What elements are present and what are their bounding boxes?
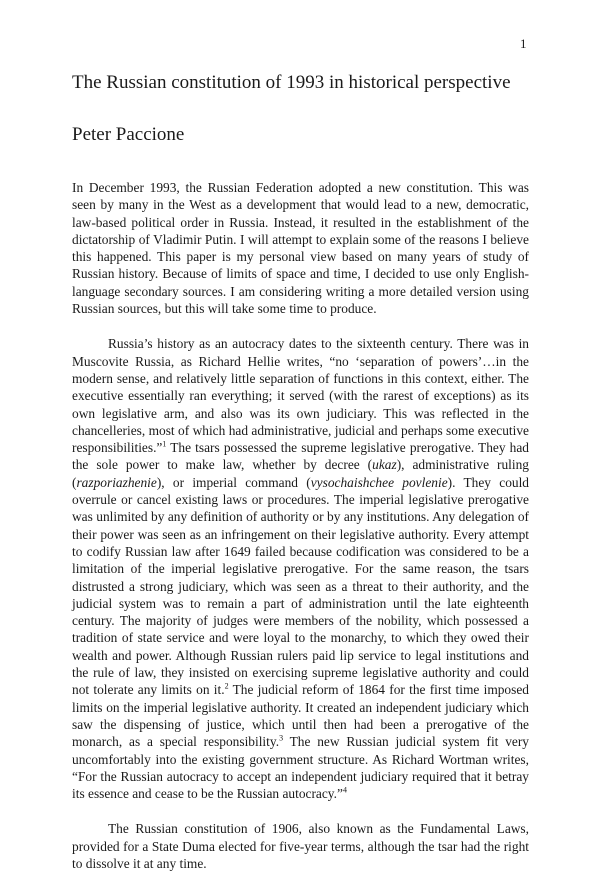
text-run: In December 1993, the Russian Federation adopted a new constitution. This was seen by many in the West as a development that would lead to a new, democratic, law-based political order in Russia. Instead, it resulted in the establishment of the dictatorship of Vladimir Putin. I will attempt to explain some of the reasons I believe this happened. This paper is my personal view based on many years of study of Russian history. Because of limits of space and time, I decided to use only English-language secondary sources. I am considering writing a more detailed version using Russian sources, but this will take some time to produce. — [72, 180, 529, 317]
footnote-reference: 2 — [224, 681, 229, 691]
paragraph — [72, 179, 529, 317]
text-run: The judicial reform of 1864 for the first time imposed limits on the imperial legislative authority. It created an independent judiciary which saw the dispensing of justice, which until then had been a prerogative of the monarch, as a special responsibility. — [72, 682, 529, 750]
italic-term: ukaz — [372, 457, 397, 473]
body-text — [72, 179, 529, 890]
paragraph — [72, 820, 529, 872]
text-run: The Russian constitution of 1906, also known as the Fundamental Laws, provided for a State Duma elected for five-year terms, although the tsar had the right to dissolve it at any time. — [72, 821, 529, 871]
footnote-reference: 3 — [279, 733, 284, 743]
text-run: The tsars possessed the supreme legislative prerogative. They had the sole power to make law, whether by decree ( — [72, 440, 529, 473]
paragraph — [72, 335, 529, 802]
paper-title: The Russian constitution of 1993 in historical perspective — [72, 72, 511, 93]
italic-term: razporiazhenie — [76, 474, 157, 490]
italic-term: vysochaishchee povlenie — [310, 474, 448, 490]
page-number: 1 — [520, 36, 527, 51]
text-run: Russia’s history as an autocracy dates to the sixteenth century. There was in Muscovite Russia, as Richard Hellie writes, “no ‘separation of powers’…in the modern sense, and relatively little separation of functions in this context, either. The executive essentially ran everything; it served (with the rarest of exceptions) as its own legislative arm, and also was its own judiciary. This was reflected in the chancelleries, most of which had administrative, judicial and perhaps some executive responsibilities.” — [72, 336, 529, 456]
text-run: ). They could overrule or cancel existing laws or procedures. The imperial legislative prerogative was unlimited by any definition of authority or by any institutions. Any delegation of their power was seen as an infringement on their legislative authority. Every attempt to codify Russian law after 1649 failed because codification was considered to be a limitation of the imperial legislative prerogative. For the same reason, the tsars distrusted a strong judiciary, which was seen as a threat to their authority, and the judicial system was to remain a part of administration until the late eighteenth century. The majority of judges were members of the nobility, which possessed a tradition of state service and were loyal to the monarchy, to which they owed their wealth and power. Although Russian rulers paid lip service to legal institutions and the rule of law, they insisted on exercising supreme legislative authority and could not tolerate any limits on it. — [72, 474, 529, 698]
footnote-reference: 1 — [162, 439, 167, 449]
footnote-reference: 4 — [342, 785, 347, 795]
author-name: Peter Paccione — [72, 124, 185, 145]
text-run: The new Russian judicial system fit very uncomfortably into the existing government structure. As Richard Wortman writes, “For the Russian autocracy to accept an independent judiciary required that it betray its essence and cease to be the Russian autocracy.” — [72, 734, 530, 802]
text-run: ), or imperial command ( — [156, 474, 311, 490]
text-run: ), administrative ruling ( — [72, 457, 529, 490]
